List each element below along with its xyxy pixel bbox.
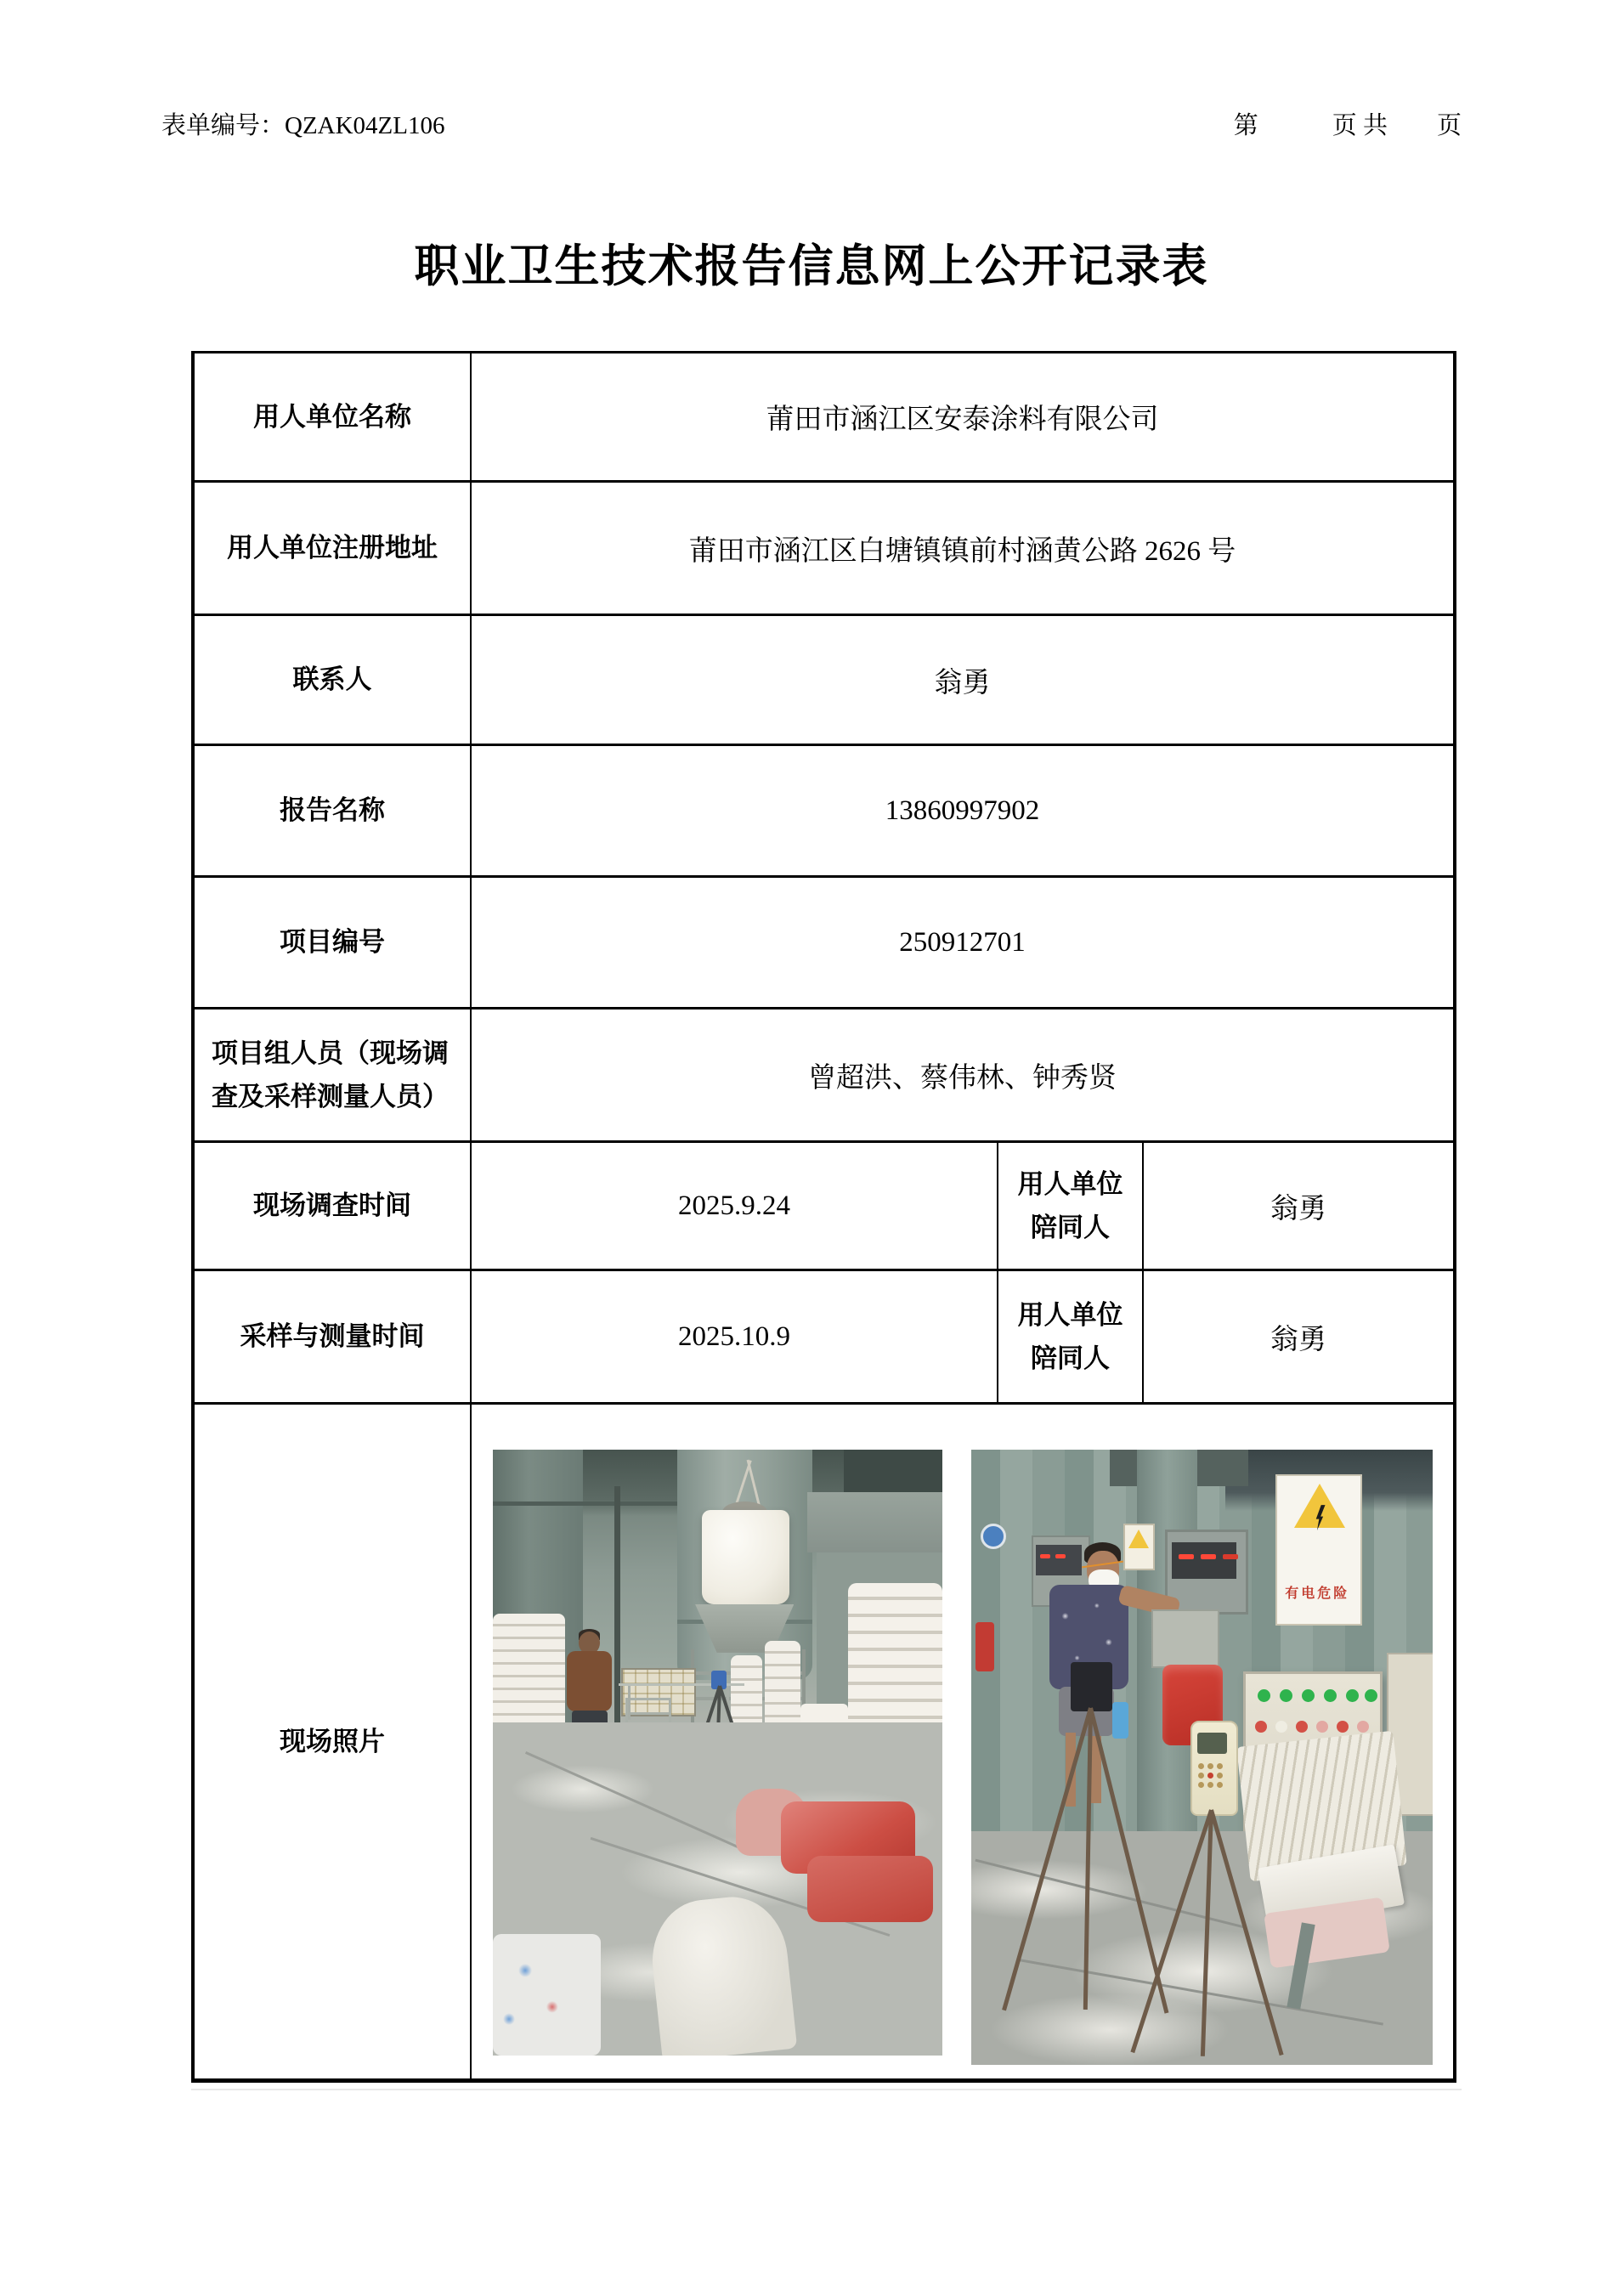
- electric-danger-sign-text: 有电危险: [1285, 1586, 1350, 1601]
- companion-label-cell: [998, 1270, 1143, 1404]
- noise-meter-screen: [1197, 1733, 1227, 1754]
- blue-bottle: [1112, 1702, 1128, 1739]
- document-title: 职业卫生技术报告信息网上公开记录表: [414, 242, 1209, 291]
- sampler-device-black: [1071, 1662, 1112, 1711]
- led-red-digits: [1179, 1554, 1194, 1559]
- label-cell: [193, 482, 471, 615]
- row-value: 莆田市涵江区白塘镇镇前村涵黄公路 2626 号: [688, 535, 1236, 567]
- red-bag: [807, 1856, 933, 1922]
- led-red-digits-small: [1040, 1554, 1050, 1558]
- page-indicator: 第 页 共 页: [1233, 112, 1462, 139]
- page-header: [161, 107, 1462, 144]
- row-label: 现场照片: [280, 1726, 385, 1756]
- table-row-site-photos: [193, 1404, 1455, 2081]
- photos-container: [472, 1418, 1453, 2065]
- row-value: 莆田市涵江区安泰涂料有限公司: [766, 404, 1159, 435]
- value-cell: [471, 482, 1455, 615]
- row-value: 2025.9.24: [678, 1190, 790, 1221]
- companion-value-cell: [1143, 1270, 1455, 1404]
- led-display-screen: [1172, 1542, 1236, 1579]
- row-value: 曾超洪、蔡伟林、钟秀贤: [808, 1062, 1117, 1094]
- blue-round-sign: [981, 1524, 1006, 1549]
- row-label: 项目组人员（现场调查及采样测量人员）: [212, 1038, 449, 1111]
- value-cell: [471, 615, 1455, 745]
- table-row-registered-address: [193, 482, 1455, 615]
- value-cell: [471, 877, 1455, 1009]
- small-warning-triangle: [1128, 1530, 1149, 1548]
- row-value: 翁勇: [934, 667, 991, 698]
- row-value: 2025.10.9: [678, 1320, 790, 1352]
- label-cell: [193, 1009, 471, 1142]
- label-cell: [193, 1270, 471, 1404]
- value-cell: [471, 1142, 998, 1270]
- value-cell: [471, 1270, 998, 1404]
- label-cell: [193, 1142, 471, 1270]
- table-row-sampling-date: [193, 1270, 1455, 1404]
- photos-cell: [471, 1404, 1455, 2081]
- row-label: 报告名称: [280, 795, 385, 826]
- companion-label: 用人单位陪同人: [1017, 1299, 1123, 1373]
- value-cell: [471, 353, 1455, 482]
- scan-artifact-line: [191, 2089, 1462, 2090]
- companion-value-cell: [1143, 1142, 1455, 1270]
- table-row-employer-name: [193, 353, 1455, 482]
- form-number: 表单编号：QZAK04ZL106: [161, 112, 445, 139]
- label-cell: [193, 615, 471, 745]
- companion-value: 翁勇: [1270, 1324, 1326, 1355]
- printed-bag: [493, 1934, 601, 2056]
- right-duct: [807, 1492, 942, 1552]
- table-row-site-survey-date: [193, 1142, 1455, 1270]
- label-cell: [193, 1404, 471, 2081]
- table-row-contact-person: [193, 615, 1455, 745]
- row-label: 联系人: [292, 664, 372, 695]
- table-row-project-team: [193, 1009, 1455, 1142]
- companion-label-cell: [998, 1142, 1143, 1270]
- site-photo-workshop: [493, 1450, 942, 2056]
- packing-machine: [1151, 1609, 1219, 1668]
- button-row: [1255, 1721, 1267, 1733]
- row-label: 采样与测量时间: [240, 1321, 425, 1352]
- row-value: 13860997902: [885, 795, 1040, 826]
- row-label: 项目编号: [280, 927, 385, 958]
- value-cell: [471, 745, 1455, 877]
- work-table-leg: [628, 1686, 631, 1720]
- record-table: [191, 351, 1456, 2083]
- jumbo-bag: [702, 1510, 789, 1604]
- row-label: 现场调查时间: [253, 1190, 411, 1221]
- worker-torso-brown-shirt: [567, 1651, 612, 1711]
- table-row-report-name: [193, 745, 1455, 877]
- row-label: 用人单位名称: [253, 401, 411, 432]
- label-cell: [193, 745, 471, 877]
- label-cell: [193, 353, 471, 482]
- table-row-project-number: [193, 877, 1455, 1009]
- row-value: 250912701: [899, 926, 1026, 958]
- row-label: 用人单位注册地址: [227, 533, 438, 563]
- label-cell: [193, 877, 471, 1009]
- green-indicator-lights: [1258, 1689, 1270, 1702]
- value-cell: [471, 1009, 1455, 1142]
- companion-value: 翁勇: [1270, 1193, 1326, 1224]
- led-display-screen-small: [1036, 1545, 1082, 1575]
- companion-label: 用人单位陪同人: [1017, 1168, 1123, 1242]
- fire-extinguisher: [975, 1622, 994, 1671]
- site-photo-measurement: [971, 1450, 1433, 2065]
- support-pole: [614, 1486, 620, 1728]
